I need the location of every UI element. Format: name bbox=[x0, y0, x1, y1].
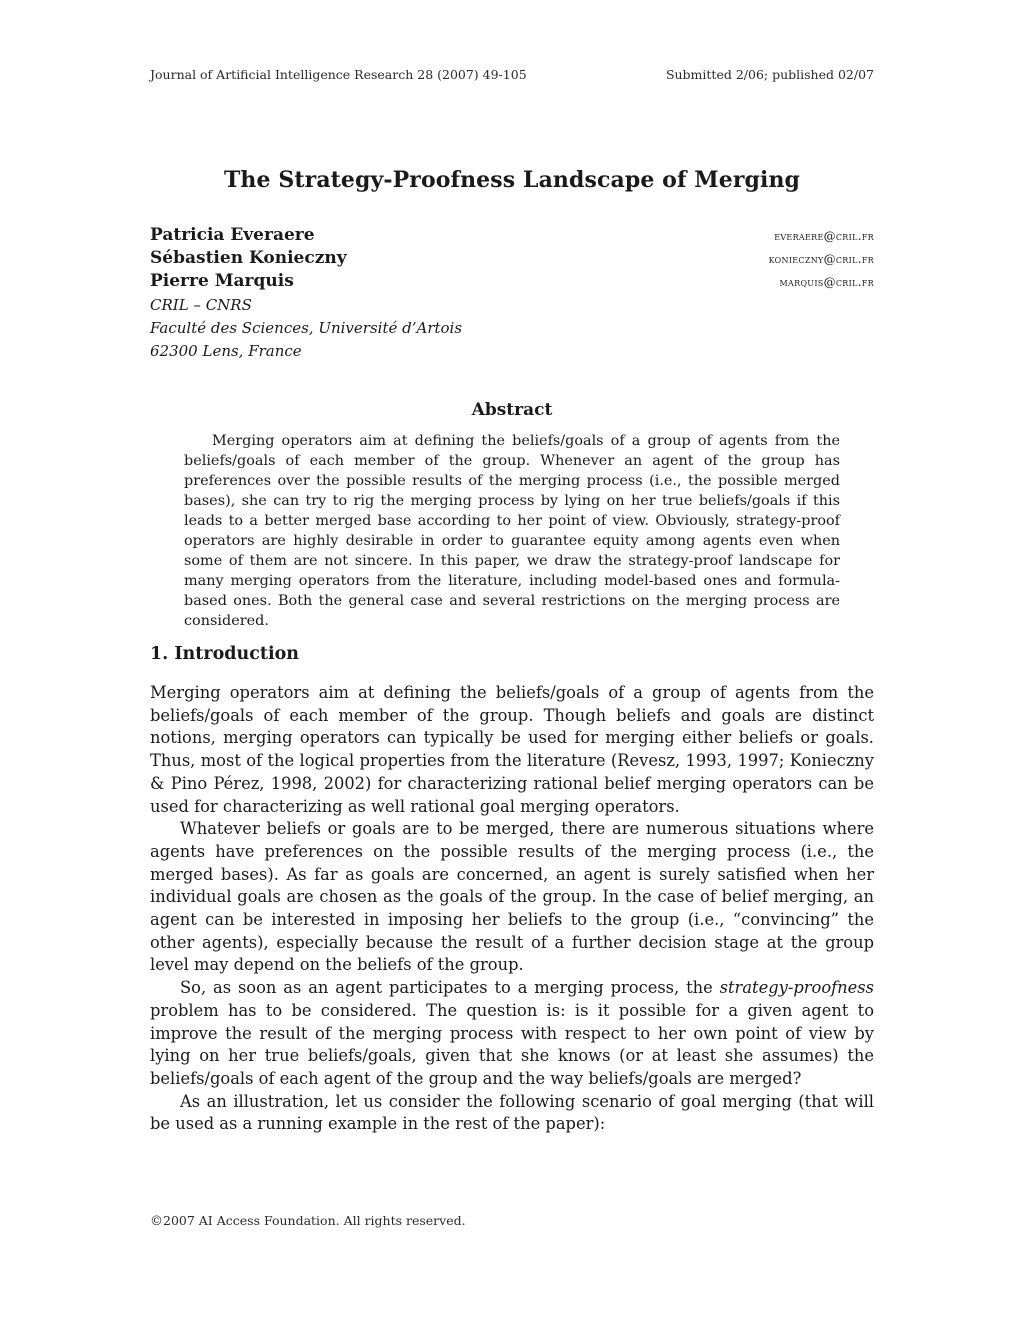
author-row bbox=[150, 225, 874, 248]
running-head bbox=[150, 67, 874, 85]
paper-title: The Strategy-Proofness Landscape of Merging bbox=[223, 167, 801, 193]
emphasized-term: strategy-proofness bbox=[719, 978, 874, 998]
paragraph-text: problem has to be considered. The question is: is it possible for a given agent to improve the result of the merging process with respect to her own point of view by lying on her true beliefs/goals, given that she knows (or at least she assumes) the beliefs/goals of each agent of the group and the way beliefs/goals are merged? bbox=[150, 1000, 874, 1088]
journal-citation: Journal of Artificial Intelligence Research 28 (2007) 49-105 bbox=[150, 67, 527, 82]
section-heading-introduction: 1. Introduction bbox=[150, 644, 299, 664]
paragraph: Merging operators aim at defining the beliefs/goals of a group of agents from the beliefs/goals of each member of the group. Though beliefs and goals are distinct notions, merging operators can typically be used for merging either beliefs or goals. Thus, most of the logical properties from the literature (Revesz, 1993, 1997; Konieczny & Pino Pérez, 1998, 2002) for characterizing rational belief merging operators can be used for characterizing as well rational goal merging operators. bbox=[150, 683, 874, 816]
paragraph bbox=[150, 977, 874, 1091]
affiliation-address: 62300 Lens, France bbox=[150, 342, 302, 360]
affiliation-faculty: Faculté des Sciences, Université d’Artois bbox=[150, 319, 463, 337]
author-row bbox=[150, 248, 874, 271]
introduction-body bbox=[150, 682, 874, 1136]
author-row bbox=[150, 271, 874, 294]
author-email: konieczny@cril.fr bbox=[768, 252, 874, 266]
copyright-icon: © bbox=[150, 1214, 163, 1229]
author-email: everaere@cril.fr bbox=[774, 229, 874, 243]
paragraph: As an illustration, let us consider the following scenario of goal merging (that will be used as a running example in the rest of the paper): bbox=[150, 1091, 874, 1134]
abstract-text: Merging operators aim at defining the beliefs/goals of a group of agents from the beliefs/goals of each member of the group. Whenever an agent of the group has preferences over the possible results of the merging process (i.e., the possible merged bases), she can try to rig the merging process by lying on her true beliefs/goals if this leads to a better merged base according to her point of view. Obviously, strategy-proof operators are highly desirable in order to guarantee equity among agents even when some of them are not sincere. In this paper, we draw the strategy-proof landscape for many merging operators from the literature, including model-based ones and formula-based ones. Both the general case and several restrictions on the merging process are considered. bbox=[184, 433, 840, 629]
submission-dates: Submitted 2/06; published 02/07 bbox=[665, 67, 874, 82]
paragraph: Whatever beliefs or goals are to be merged, there are numerous situations where agents have preferences on the possible results of the merging process (i.e., the merged bases). As far as goals are concerned, an agent is surely satisfied when her individual goals are chosen as the goals of the group. In the case of belief merging, an agent can be interested in imposing her beliefs to the group (i.e., “convincing” the other agents), especially because the result of a further decision stage at the group level may depend on the beliefs of the group. bbox=[150, 819, 874, 975]
copyright-text: 2007 AI Access Foundation. All rights reserved. bbox=[163, 1213, 466, 1228]
paragraph-text: So, as soon as an agent participates to a merging process, the bbox=[180, 978, 720, 998]
author-name: Patricia Everaere bbox=[150, 225, 315, 245]
copyright-notice bbox=[150, 1213, 466, 1229]
author-email: marquis@cril.fr bbox=[779, 275, 874, 289]
author-name: Sébastien Konieczny bbox=[150, 248, 347, 268]
author-name: Pierre Marquis bbox=[150, 271, 294, 291]
affiliation-lab: CRIL – CNRS bbox=[150, 296, 252, 314]
abstract-heading: Abstract bbox=[471, 400, 553, 420]
author-block bbox=[150, 225, 874, 363]
paper-page bbox=[150, 0, 874, 1325]
